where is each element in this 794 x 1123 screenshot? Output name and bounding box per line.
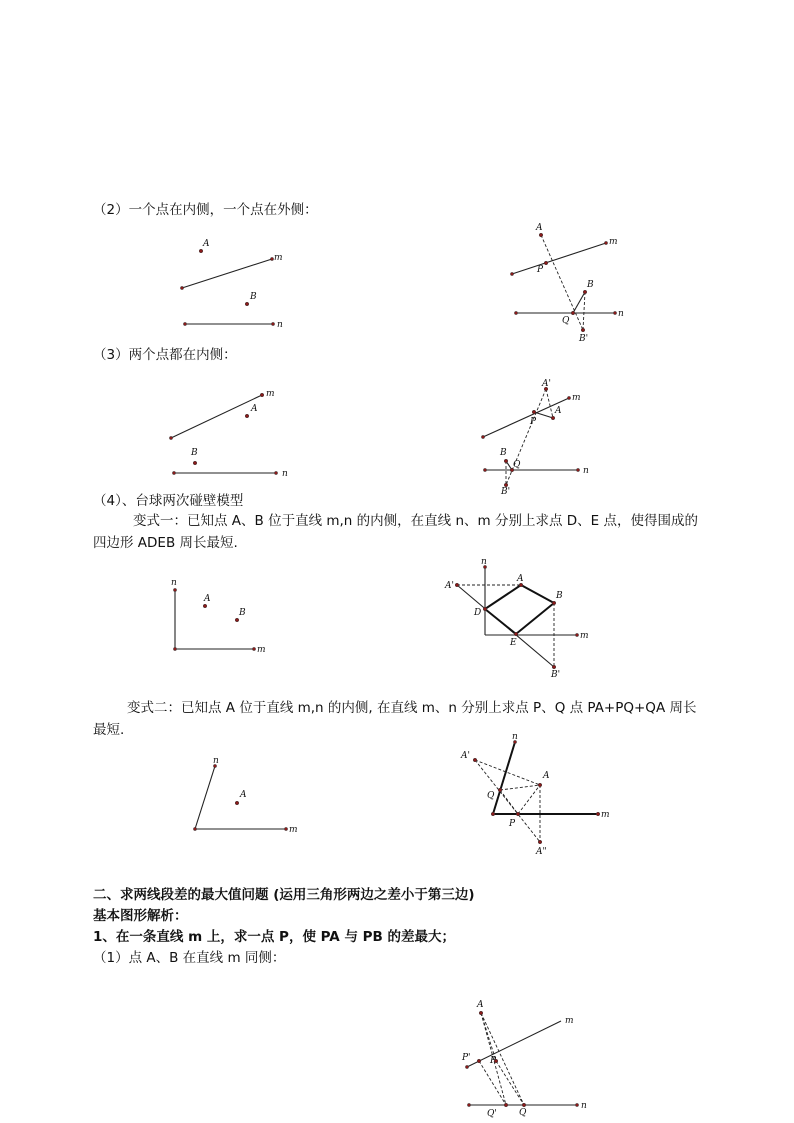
point-a: [199, 249, 203, 253]
line-m: [512, 243, 606, 274]
point: [613, 311, 616, 314]
dashed-b-to-b-prime: [583, 292, 585, 330]
label-n: n: [618, 309, 624, 319]
point-b: [583, 290, 587, 294]
dashed-p-a: [518, 785, 540, 814]
point-q: [522, 1103, 526, 1107]
label-a: A: [240, 790, 247, 800]
dashed-p-prime-q-prime: [479, 1061, 506, 1105]
label-q: Q: [513, 460, 521, 470]
label-b: B: [556, 591, 563, 601]
point-b-prime: [581, 328, 585, 332]
figure-var2-given: [185, 755, 310, 840]
label-n: n: [581, 1101, 587, 1111]
label-a-prime: A': [542, 379, 551, 389]
label-m: m: [257, 645, 266, 655]
label-n: n: [277, 320, 283, 330]
point: [575, 1103, 578, 1106]
point-q: [571, 311, 575, 315]
variant-1-text: 变式一：已知点 A、B 位于直线 m,n 的内侧，在直线 n、m 分别上求点 D、E 点，使得围成的四边形 ADEB 周长最短.: [93, 513, 698, 551]
label-m: m: [565, 1016, 574, 1026]
point-a: [538, 783, 542, 787]
point: [284, 827, 287, 830]
label-q: Q: [487, 791, 495, 801]
figure-var1-given: [165, 575, 275, 660]
variant-2-text: 变式二：已知点 A 位于直线 m,n 的内侧, 在直线 m、n 分别上求点 P、Q 点 PA+PQ+QA 周长最短.: [93, 700, 697, 738]
label-m: m: [609, 237, 618, 247]
label-m: m: [266, 389, 275, 399]
segment-e-b: [516, 603, 554, 634]
point: [514, 311, 517, 314]
point-a-double-prime: [538, 840, 542, 844]
point: [575, 633, 578, 636]
label-b: B: [239, 608, 246, 618]
section-3-heading: （3）两个点都在内侧：: [93, 347, 237, 363]
label-m: m: [274, 253, 283, 263]
label-m: m: [572, 393, 581, 403]
label-p-prime: P': [462, 1053, 471, 1063]
line-m: [483, 398, 569, 437]
label-b: B: [191, 448, 198, 458]
label-p: P: [537, 265, 544, 275]
point: [576, 468, 579, 471]
label-a: A: [517, 574, 524, 584]
figure-sec3-given: [160, 385, 300, 485]
label-m: m: [580, 631, 589, 641]
label-n: n: [282, 469, 288, 479]
section-2-heading: （2）一个点在内侧，一个点在外侧：: [93, 202, 318, 218]
label-p: P: [490, 1056, 497, 1066]
point-b: [552, 601, 556, 605]
point: [173, 588, 176, 591]
segment-a-d: [485, 585, 521, 609]
point: [193, 827, 196, 830]
figure-part2-solution: [455, 995, 595, 1120]
label-q: Q: [519, 1108, 527, 1118]
segment-d-e: [485, 609, 516, 634]
dashed-q-p: [500, 790, 518, 814]
point-a-prime: [473, 758, 477, 762]
figure-sec3-solution: [475, 375, 605, 500]
point: [567, 396, 570, 399]
label-a: A: [555, 406, 562, 416]
point: [467, 1103, 470, 1106]
figure-sec2-solution: [505, 220, 635, 350]
label-n: n: [512, 732, 518, 742]
point: [604, 241, 607, 244]
label-a: A: [204, 594, 211, 604]
label-b-prime: B': [579, 334, 589, 344]
label-d: D: [474, 608, 482, 618]
question-1-text: 1、在一条直线 m 上，求一点 P，使 PA 与 PB 的差最大；: [93, 929, 456, 945]
figure-var2-solution: [455, 730, 620, 860]
label-a-prime: A': [461, 751, 470, 761]
part-2-title: 二、求两线段差的最大值问题 (运用三角形两边之差小于第三边): [93, 887, 475, 903]
point: [271, 322, 274, 325]
point-e: [514, 632, 518, 636]
label-e: E: [510, 638, 517, 648]
point-q: [498, 788, 502, 792]
point-p-prime: [477, 1059, 481, 1063]
label-p: P: [530, 417, 537, 427]
line-n: [493, 742, 515, 814]
label-a-double-prime: A": [536, 847, 547, 857]
point-b: [193, 461, 197, 465]
figure-var1-solution: [440, 555, 590, 680]
label-b: B: [250, 292, 257, 302]
label-q: Q: [562, 316, 570, 326]
label-a-prime: A': [445, 581, 454, 591]
label-m: m: [289, 825, 298, 835]
label-a: A: [543, 771, 550, 781]
label-b: B: [500, 448, 507, 458]
basic-analysis-label: 基本图形解析：: [93, 908, 188, 924]
point-a-prime: [455, 583, 459, 587]
point-d: [483, 607, 487, 611]
point: [274, 471, 277, 474]
point-b: [245, 302, 249, 306]
point: [169, 436, 172, 439]
point: [172, 471, 175, 474]
segment-p-a: [534, 412, 553, 418]
point-a: [479, 1011, 483, 1015]
point-b: [235, 618, 239, 622]
point: [260, 393, 264, 397]
dashed-a-prime-to-a-double-prime: [475, 760, 540, 842]
dashed-a-prime-to-a: [546, 389, 553, 418]
label-b-prime: B': [501, 487, 511, 497]
point: [173, 647, 176, 650]
point-b: [504, 459, 508, 463]
label-n: n: [481, 557, 487, 567]
point-p: [516, 812, 520, 816]
point: [510, 272, 513, 275]
point: [465, 1065, 468, 1068]
line-n: [195, 766, 215, 829]
point: [252, 647, 255, 650]
point: [180, 286, 183, 289]
point-a: [245, 414, 249, 418]
label-a: A: [477, 1000, 484, 1010]
point-a: [235, 801, 239, 805]
label-p: P: [509, 819, 516, 829]
label-n: n: [213, 756, 219, 766]
point-p: [532, 410, 536, 414]
segment-b-q: [573, 292, 585, 313]
label-m: m: [601, 810, 610, 820]
point-p: [544, 261, 548, 265]
point: [483, 468, 486, 471]
segment-a-b: [521, 585, 554, 603]
label-n: n: [171, 578, 177, 588]
dashed-q-a: [500, 785, 540, 790]
line-m: [182, 259, 272, 288]
figure-sec2-given: [170, 235, 300, 335]
question-1-sub-1: （1）点 A、B 在直线 m 同侧：: [93, 950, 286, 966]
point-q-prime: [504, 1103, 508, 1107]
line-m: [467, 1021, 561, 1067]
point: [183, 322, 186, 325]
label-a: A: [536, 223, 543, 233]
point-a: [203, 604, 207, 608]
label-b: B: [587, 280, 594, 290]
point-a: [539, 233, 543, 237]
point: [491, 812, 495, 816]
section-4-heading: （4）、台球两次碰壁模型: [93, 493, 244, 509]
label-n: n: [583, 466, 589, 476]
point-a: [551, 416, 555, 420]
label-a: A: [203, 239, 210, 249]
label-a: A: [251, 404, 258, 414]
point: [481, 435, 484, 438]
label-q-prime: Q': [487, 1109, 497, 1119]
point: [596, 812, 600, 816]
label-b-prime: B': [551, 670, 561, 680]
point-b-prime: [552, 665, 556, 669]
